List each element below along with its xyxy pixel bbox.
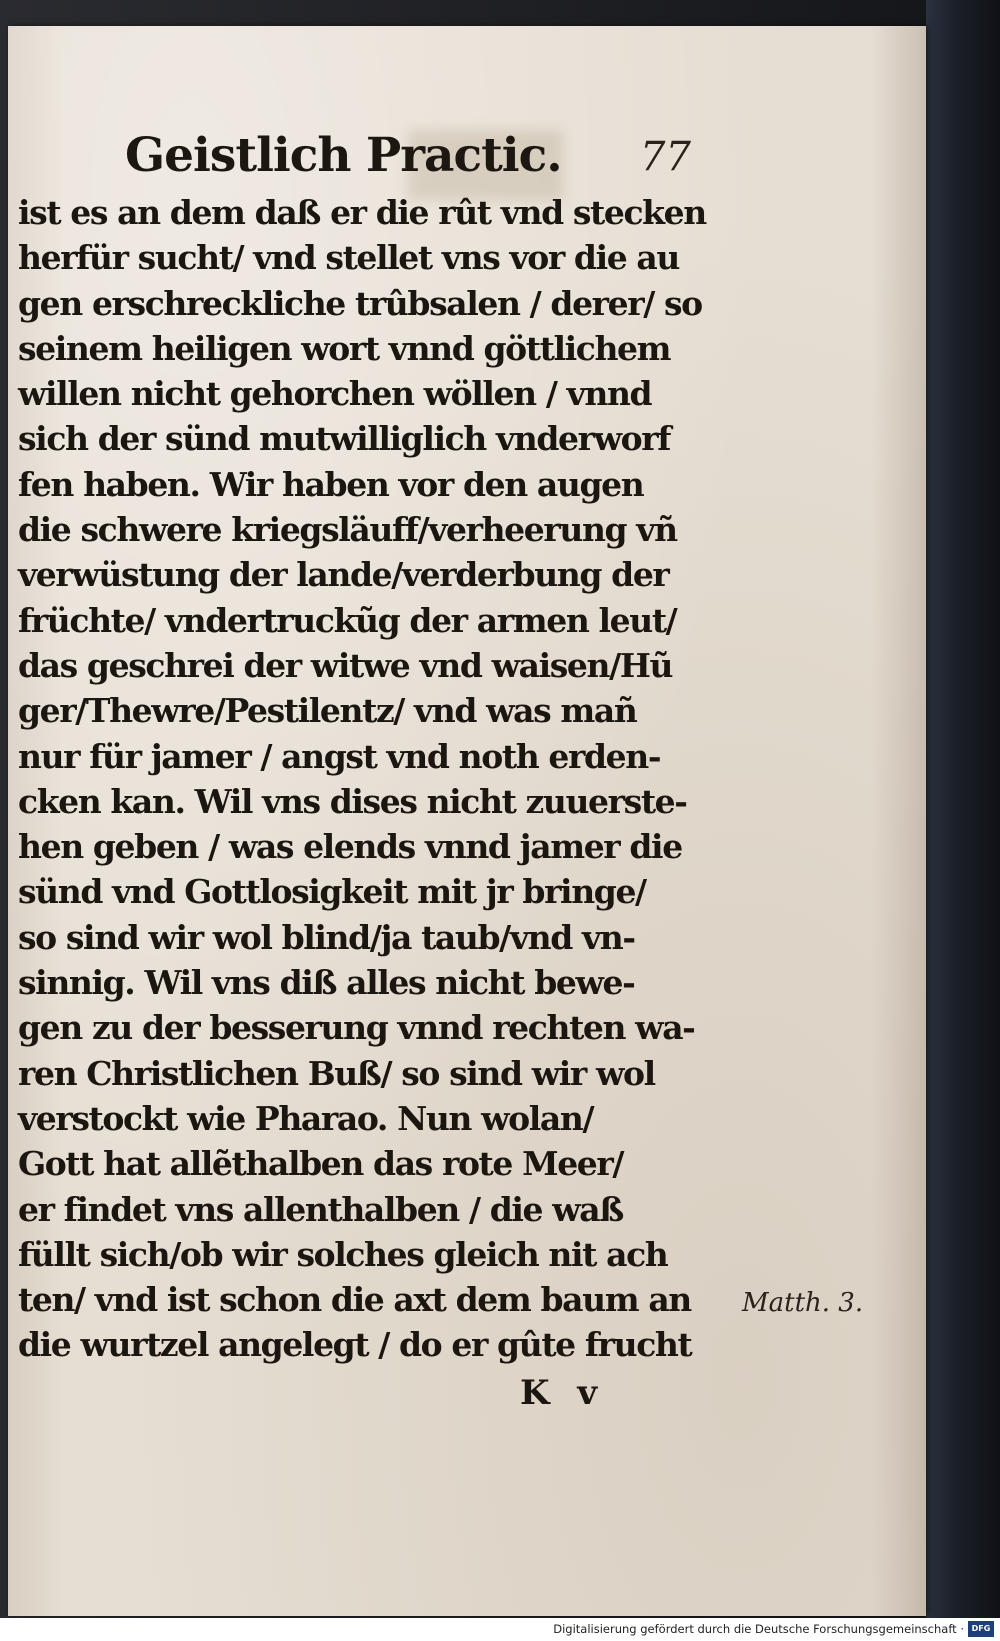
- text-line: ger/Thewre/Pestilentz/ vnd was mañ: [18, 691, 637, 731]
- page-number: 77: [640, 134, 691, 180]
- footer-credit: Digitalisierung gefördert durch die Deutsche Forschungsgemeinschaft ·: [553, 1622, 964, 1636]
- text-line: gen erschreckliche trûbsalen / derer/ so: [18, 283, 702, 323]
- text-line: sünd vnd Gottlosigkeit mit jr bringe/: [18, 872, 646, 912]
- text-line: seinem heiligen wort vnnd göttlichem: [18, 328, 671, 368]
- running-head: Geistlich Practic.: [125, 128, 562, 183]
- text-line: nur für jamer / angst vnd noth erden-: [18, 736, 661, 776]
- signature-mark: K v: [520, 1373, 606, 1413]
- marginal-note: Matth. 3.: [742, 1288, 864, 1318]
- text-line: cken kan. Wil vns dises nicht zuuerste-: [18, 781, 687, 821]
- text-line: er findet vns allenthalben / die waß: [18, 1189, 623, 1229]
- text-line: gen zu der besserung vnnd rechten wa-: [18, 1008, 695, 1048]
- text-line: die schwere kriegsläuff/verheerung vñ: [18, 510, 677, 550]
- body-text: [18, 190, 738, 1368]
- text-line: fen haben. Wir haben vor den augen: [18, 464, 644, 504]
- text-line: willen nicht gehorchen wöllen / vnnd: [18, 374, 652, 414]
- text-line: so sind wir wol blind/ja taub/vnd vn-: [18, 917, 635, 957]
- text-line: verstockt wie Pharao. Nun wolan/: [18, 1098, 594, 1138]
- text-line: sinnig. Wil vns diß alles nicht bewe-: [18, 963, 635, 1003]
- text-line: ren Christlichen Buß/ so sind wir wol: [18, 1053, 655, 1093]
- text-line: Gott hat allẽthalben das rote Meer/: [18, 1144, 624, 1184]
- text-line: ist es an dem daß er die rût vnd stecken: [18, 193, 706, 232]
- text-line: die wurtzel angelegt / do er gûte frucht: [18, 1325, 692, 1365]
- text-line: sich der sünd mutwilliglich vnderworf: [18, 419, 671, 459]
- text-line: das geschrei der witwe vnd waisen/Hũ: [18, 645, 673, 685]
- text-line: füllt sich/ob wir solches gleich nit ach: [18, 1234, 668, 1274]
- text-line: früchte/ vndertruckũg der armen leut/: [18, 600, 677, 640]
- book-spine: [926, 0, 1000, 1641]
- text-line: hen geben / was elends vnnd jamer die: [18, 827, 682, 867]
- text-line: ten/ vnd ist schon die axt dem baum an: [18, 1280, 691, 1320]
- dfg-logo-icon: DFG: [968, 1621, 994, 1637]
- text-line: verwüstung der lande/verderbung der: [18, 555, 669, 595]
- text-line: herfür sucht/ vnd stellet vns vor die au: [18, 238, 679, 278]
